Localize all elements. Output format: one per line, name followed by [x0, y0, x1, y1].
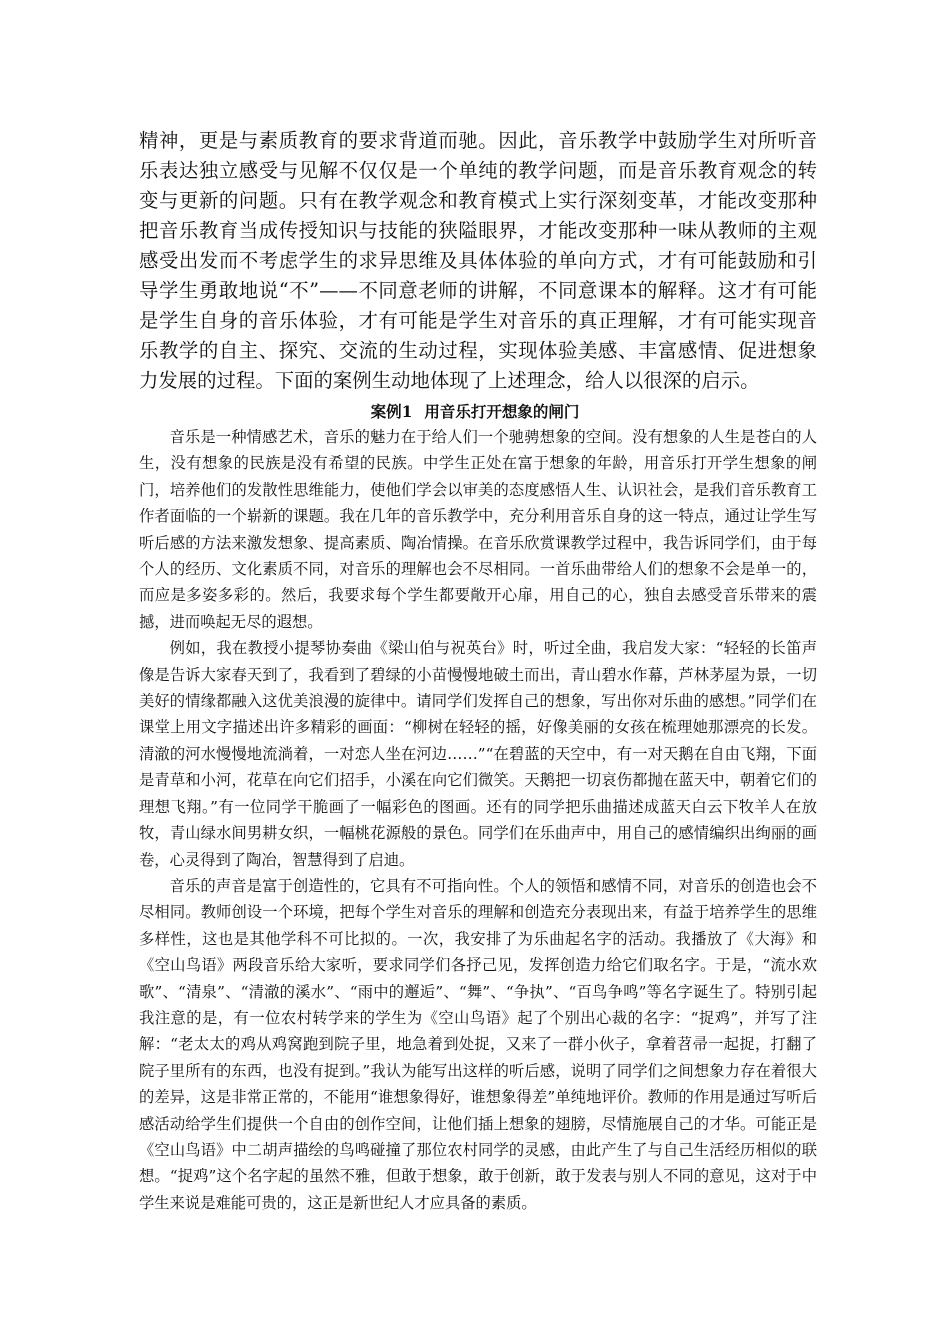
intro-paragraph: 精神，更是与素质教育的要求背道而驰。因此，音乐教学中鼓励学生对所听音乐表达独立感受与见解不仅仅是一个单纯的教学问题，而是音乐教育观念的转变与更新的问题。只有在教学观念和教育模式上实行深刻变革，才能改变那种把音乐教育当成传授知识与技能的狭隘眼界，才能改变那种一味从教师的主观感受出发而不考虑学生的求异思维及具体体验的单向方式，才有可能鼓励和引导学生勇敢地说“不”——不同意老师的讲解，不同意课本的解释。这才有可能是学生自身的音乐体验，才有可能是学生对音乐的真正理解，才有可能实现音乐教学的自主、探究、交流的生动过程，实现体验美感、丰富感情、促进想象力发展的过程。下面的案例生动地体现了上述理念，给人以很深的启示。: [139, 129, 817, 392]
case-label: 案例1: [370, 402, 413, 421]
case-body: [139, 424, 817, 1216]
case-heading: [0, 400, 950, 424]
body-paragraph-1: 音乐是一种情感艺术，音乐的魅力在于给人们一个驰骋想象的空间。没有想象的人生是苍白的人生，没有想象的民族是没有希望的民族。中学生正处在富于想象的年龄，用音乐打开学生想象的闸门，培养他们的发散性思维能力，使他们学会以审美的态度感悟人生、认识社会，是我们音乐教育工作者面临的一个崭新的课题。我在几年的音乐教学中，充分利用音乐自身的这一特点，通过让学生写听后感的方法来激发想象、提高素质、陶冶情操。在音乐欣赏课教学过程中，我告诉同学们，由于每个人的经历、文化素质不同，对音乐的理解也会不尽相同。一首乐曲带给人们的想象不会是单一的，而应是多姿多彩的。然后，我要求每个学生都要敞开心扉，用自己的心，独自去感受音乐带来的震撼，进而唤起无尽的遐想。: [139, 428, 817, 631]
body-paragraph-3: 音乐的声音是富于创造性的，它具有不可指向性。个人的领悟和感情不同，对音乐的创造也会不尽相同。教师创设一个环境，把每个学生对音乐的理解和创造充分表现出来，有益于培养学生的思维多样性，这也是其他学科不可比拟的。一次，我安排了为乐曲起名字的活动。我播放了《大海》和《空山鸟语》两段音乐给大家听，要求同学们各抒己见，发挥创造力给它们取名字。于是，“流水欢歌”、“清泉”、“清澈的溪水”、“雨中的邂逅”、“舞”、“争执”、“百鸟争鸣”等名字诞生了。特别引起我注意的是，有一位农村转学来的学生为《空山鸟语》起了个别出心裁的名字：“捉鸡”，并写了注解：“老太太的鸡从鸡窝跑到院子里，地急着到处捉，又来了一群小伙子，拿着苕帚一起捉，打翻了院子里所有的东西，也没有捉到。”我认为能写出这样的听后感，说明了同学们之间想象力存在着很大的差异，这是非常正常的，不能用“谁想象得好，谁想象得差”单纯地评价。教师的作用是通过写听后感活动给学生们提供一个自由的创作空间，让他们插上想象的翅膀，尽情施展自己的才华。可能正是《空山鸟语》中二胡声描绘的鸟鸣碰撞了那位农村同学的灵感，由此产生了与自己生活经历相似的联想。“捉鸡”这个名字起的虽然不雅，但敢于想象，敢于创新，敢于发表与别人不同的意见，这对于中学生来说是难能可贵的，这正是新世纪人才应具备的素质。: [139, 876, 817, 1212]
body-paragraph-2: 例如，我在教授小提琴协奏曲《梁山伯与祝英台》时，听过全曲，我启发大家：“轻轻的长笛声像是告诉大家春天到了，我看到了碧绿的小苗慢慢地破土而出，青山碧水作幕，芦林茅屋为景，一切美好的情缘都融入这优美浪漫的旋律中。请同学们发挥自己的想象，写出你对乐曲的感想。”同学们在课堂上用文字描述出许多精彩的画面：“柳树在轻轻的摇，好像美丽的女孩在梳理她那漂亮的长发。清澈的河水慢慢地流淌着，一对恋人坐在河边……”“在碧蓝的天空中，有一对天鹅在自由飞翔，下面是青草和小河，花草在向它们招手，小溪在向它们微笑。天鹅把一切哀伤都抛在蓝天中，朝着它们的理想飞翔。”有一位同学干脆画了一幅彩色的图画。还有的同学把乐曲描述成蓝天白云下牧羊人在放牧，青山绿水间男耕女织，一幅桃花源般的景色。同学们在乐曲声中，用自己的感情编织出绚丽的画卷，心灵得到了陶冶，智慧得到了启迪。: [139, 639, 817, 869]
case-title: 用音乐打开想象的闸门: [424, 402, 580, 421]
